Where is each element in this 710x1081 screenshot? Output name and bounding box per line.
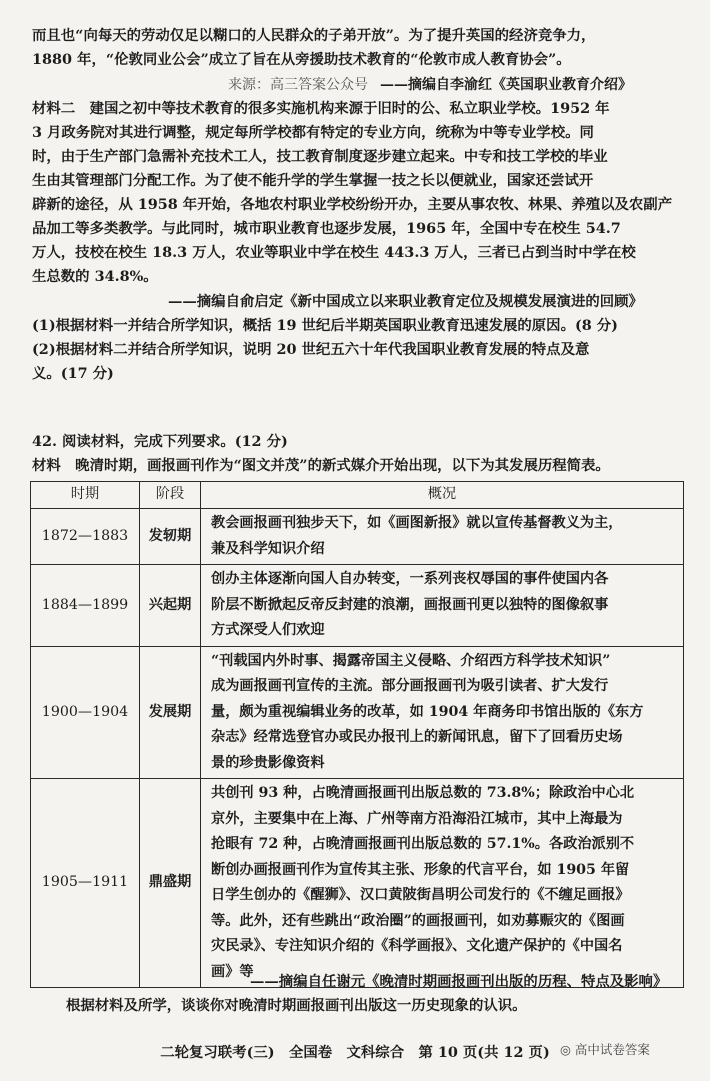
overview-cell (201, 779, 684, 988)
table-row (31, 646, 684, 779)
question-42-header: 42. 阅读材料，完成下列要求。(12 分) (32, 433, 288, 450)
overview-line: 方式深受人们欢迎 (211, 622, 325, 638)
material2-line: 品加工等多类教学。与此同时，城市职业教育也逐步发展，1965 年，全国中专在校生 54.7 (32, 220, 621, 237)
source-line (228, 75, 632, 95)
question-1: (1)根据材料一并结合所学知识，概括 19 世纪后半期英国职业教育迅速发展的原因。(8 分) (32, 317, 618, 334)
source-citation: ——摘编自李渝红《英国职业教育介绍》 (380, 77, 632, 93)
table-row (31, 779, 684, 988)
overview-line: 景的珍贵影像资料 (211, 754, 325, 771)
overview-line: 兼及科学知识介绍 (211, 540, 325, 557)
overview-line: 共创刊 93 种，占晚清画报画刊出版总数的 73.8%；除政治中心北 (211, 785, 635, 801)
overview-line: 成为画报画刊宣传的主流。部分画报画刊为吸引读者、扩大发行 (211, 678, 609, 694)
period-cell: 1905—1911 (31, 779, 140, 988)
question-42-prompt: 根据材料及所学，谈谈你对晚清时期画报画刊出版这一历史现象的认识。 (66, 997, 527, 1014)
overview-line: 创办主体逐渐向国人自办转变，一系列丧权辱国的事件使国内各 (211, 571, 609, 587)
stage-cell: 兴起期 (140, 565, 201, 647)
paragraph-line: 而且也“向每天的劳动仅足以糊口的人民群众的子弟开放”。为了提升英国的经济竞争力， (32, 27, 596, 44)
period-cell: 1872—1883 (31, 509, 140, 565)
material2-line: 万人，技校在校生 18.3 万人，农业等职业中学在校生 443.3 万人，三者已占到当时中学在校 (32, 244, 636, 261)
question-2-cont: 义。(17 分) (32, 365, 114, 382)
chat-bubble-icon: ◎ (560, 1042, 571, 1057)
history-table (30, 481, 684, 988)
overview-cell (201, 565, 684, 647)
table-header-row (31, 482, 684, 509)
overview-line: 量，颇为重视编辑业务的改革，如 1904 年商务印书馆出版的《东方 (211, 703, 644, 720)
source-label: 来源：高三答案公众号 (228, 77, 368, 93)
stage-cell: 鼎盛期 (140, 779, 201, 988)
overview-line: 断创办画报画刊作为宣传其主张、形象的代言平台，如 1905 年留 (211, 861, 630, 878)
stage-cell: 发轫期 (140, 509, 201, 565)
overview-line: 日学生创办的《醒狮》、汉口黄陂街昌明公司发行的《不缠足画报》 (211, 887, 630, 903)
column-header-stage: 阶段 (140, 482, 201, 509)
overview-line: 教会画报画刊独步天下，如《画图新报》就以宣传基督教义为主， (211, 515, 623, 531)
overview-line: 等。此外，还有些跳出“政治圈”的画报画刊，如劝募赈灾的《图画 (211, 912, 625, 929)
wechat-logo (560, 1040, 650, 1058)
source-citation: ——摘编自俞启定《新中国成立以来职业教育定位及规模发展演进的回顾》 (168, 293, 643, 310)
paragraph-line: 1880 年，“伦敦同业公会”成立了旨在从旁援助技术教育的“伦敦市成人教育协会”。 (32, 51, 571, 68)
overview-line: “刊载国内外时事、揭露帝国主义侵略、介绍西方科学技术知识” (211, 652, 611, 669)
overview-cell (201, 646, 684, 779)
material2-line: 3 月政务院对其进行调整，规定每所学校都有特定的专业方向，统称为中等专业学校。同 (32, 124, 594, 141)
overview-line: 抢眼有 72 种，占晚清画报画刊出版总数的 57.1%。各政治派别不 (211, 836, 635, 852)
overview-line: 画》等 (211, 963, 254, 980)
column-header-overview: 概况 (201, 482, 684, 509)
page-footer: 二轮复习联考(三) 全国卷 文科综合 第 10 页(共 12 页) (160, 1044, 550, 1061)
stage-cell: 发展期 (140, 646, 201, 779)
overview-line: 阶层不断掀起反帝反封建的浪潮，画报画刊更以独特的图像叙事 (211, 596, 609, 613)
period-cell: 1900—1904 (31, 646, 140, 779)
table-row (31, 509, 684, 565)
column-header-period: 时期 (31, 482, 140, 509)
period-cell: 1884—1899 (31, 565, 140, 647)
source-citation: ——摘编自任谢元《晚清时期画报画刊出版的历程、特点及影响》 (250, 973, 668, 990)
material2-line: 生总数的 34.8%。 (32, 268, 158, 285)
overview-line: 杂志》经常选登官办或民办报刊上的新闻讯息，留下了回看历史场 (211, 729, 623, 745)
material2-line: 时，由于生产部门急需补充技术工人，技工教育制度逐步建立起来。中专和技工学校的毕业 (32, 148, 608, 165)
overview-cell (201, 509, 684, 565)
material2-line: 辟新的途径，从 1958 年开始，各地农村职业学校纷纷开办，主要从事农牧、林果、养殖以及农副产 (32, 196, 673, 213)
overview-line: 京外，主要集中在上海、广州等南方沿海沿江城市，其中上海最为 (211, 810, 623, 827)
question-2: (2)根据材料二并结合所学知识，说明 20 世纪五六十年代我国职业教育发展的特点及意 (32, 341, 590, 358)
material2-line: 材料二 建国之初中等技术教育的很多实施机构来源于旧时的公、私立职业学校。1952 年 (32, 100, 610, 117)
logo-text: 高中试卷答案 (574, 1042, 650, 1057)
material2-line: 生由其管理部门分配工作。为了使不能升学的学生掌握一技之长以便就业，国家还尝试开 (32, 172, 594, 189)
table-row (31, 565, 684, 647)
question-42-intro: 材料 晚清时期，画报画刊作为“图文并茂”的新式媒介开始出现，以下为其发展历程简表。 (32, 457, 610, 474)
overview-line: 灾民录》、专注知识介绍的《科学画报》、文化遗产保护的《中国名 (211, 938, 623, 954)
